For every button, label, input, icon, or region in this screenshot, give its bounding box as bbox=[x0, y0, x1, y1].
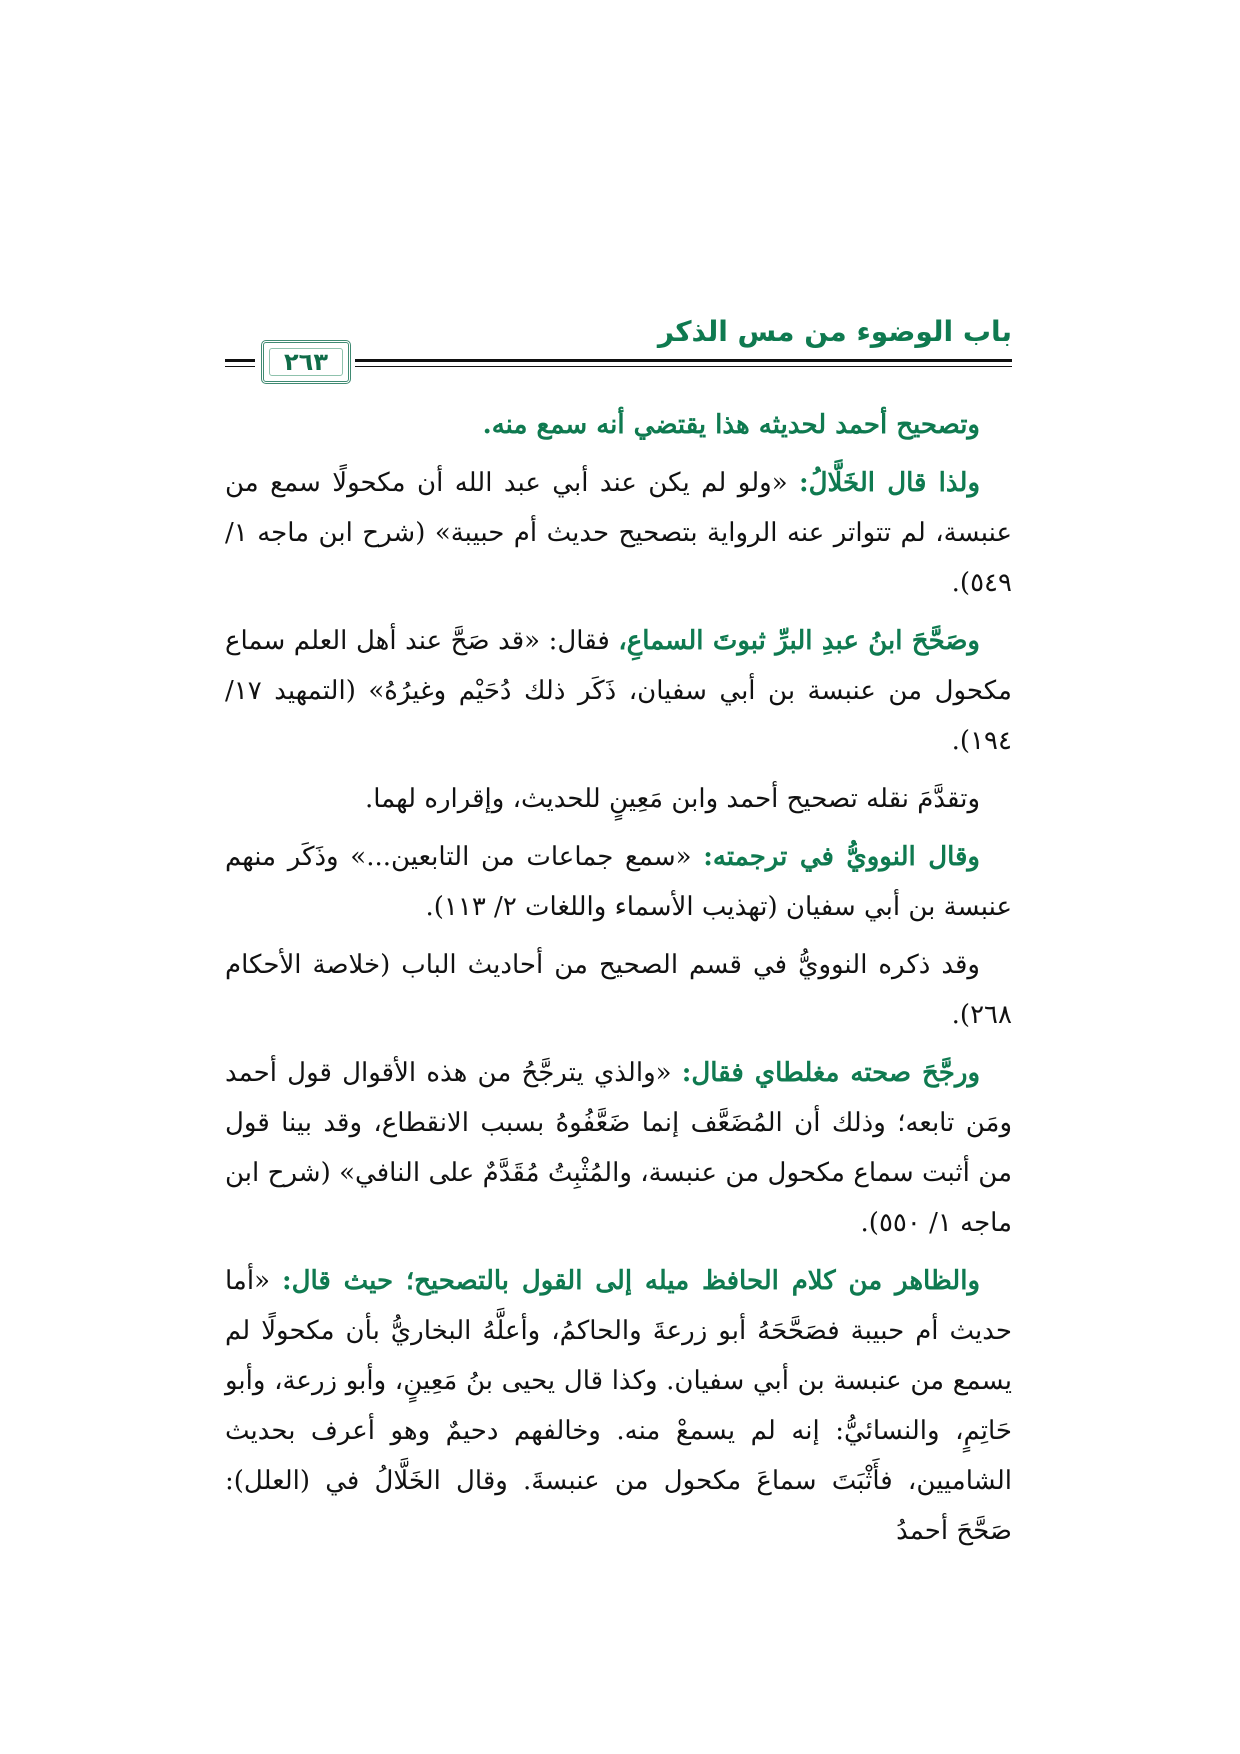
page-number-badge bbox=[261, 340, 351, 384]
header-rule-left bbox=[225, 359, 255, 362]
paragraph bbox=[225, 616, 1012, 766]
paragraph-lead: ورجَّحَ صحته مغلطاي فقال: bbox=[681, 1058, 980, 1088]
page-number: ٢٦٣ bbox=[284, 348, 328, 376]
header-rule bbox=[355, 359, 1012, 362]
body-text bbox=[225, 400, 1012, 1564]
chapter-title: باب الوضوء من مس الذكر bbox=[657, 315, 1012, 348]
paragraph-text: فقال: «قد صَحَّ عند أهل العلم سماع مكحول من عنبسة بن أبي سفيان، ذَكَر ذلك دُحَيْم وغيرُهُ» (التمهيد ١٧/ ١٩٤). bbox=[225, 626, 1012, 756]
header-rule-left-thin bbox=[225, 366, 255, 367]
running-header bbox=[225, 315, 1012, 385]
header-rule-thin bbox=[355, 366, 1012, 367]
paragraph-text: وقد ذكره النوويُّ في قسم الصحيح من أحاديث الباب (خلاصة الأحكام ٢٦٨). bbox=[225, 950, 1012, 1030]
paragraph bbox=[225, 940, 1012, 1040]
paragraph-text: «سمع جماعات من التابعين...» وذَكَر منهم عنبسة بن أبي سفيان (تهذيب الأسماء واللغات ٢/ ١١٣). bbox=[225, 842, 1012, 922]
paragraph-text: «ولو لم يكن عند أبي عبد الله أن مكحولًا سمع من عنبسة، لم تتواتر عنه الرواية بتصحيح حديث أم حبيبة» (شرح ابن ماجه ١/ ٥٤٩). bbox=[225, 468, 1012, 598]
paragraph-text: «والذي يترجَّحُ من هذه الأقوال قول أحمد ومَن تابعه؛ وذلك أن المُضَعَّف إنما ضَعَّفُوهُ بسبب الانقطاع، وقد بينا قول من أثبت سماع مكحول من عنبسة، والمُثْبِتُ مُقَدَّمٌ على النافي» (شرح ابن ماجه ١/ ٥٥٠). bbox=[225, 1058, 1012, 1238]
paragraph bbox=[225, 458, 1012, 608]
paragraph-lead: وقال النوويُّ في ترجمته: bbox=[703, 842, 980, 872]
paragraph bbox=[225, 1048, 1012, 1248]
paragraph-lead: وتصحيح أحمد لحديثه هذا يقتضي أنه سمع منه. bbox=[482, 410, 980, 440]
paragraph-lead: والظاهر من كلام الحافظ ميله إلى القول بالتصحيح؛ حيث قال: bbox=[282, 1266, 980, 1296]
paragraph bbox=[225, 832, 1012, 932]
paragraph bbox=[225, 400, 1012, 450]
paragraph bbox=[225, 1256, 1012, 1556]
paragraph-text: وتقدَّمَ نقله تصحيح أحمد وابن مَعِينٍ للحديث، وإقراره لهما. bbox=[364, 784, 980, 814]
paragraph-text: «أما حديث أم حبيبة فصَحَّحَهُ أبو زرعةَ والحاكمُ، وأعلَّهُ البخاريُّ بأن مكحولًا لم يسمع من عنبسة بن أبي سفيان. وكذا قال يحيى بنُ مَعِينٍ، وأبو زرعة، وأبو حَاتِمٍ، والنسائيُّ: إنه لم يسمعْ منه. وخالفهم دحيمٌ وهو أعرف بحديث الشاميين، فأَثْبَتَ سماعَ مكحول من عنبسةَ. وقال الخَلَّالُ في (العلل): صَحَّحَ أحمدُ bbox=[225, 1266, 1012, 1546]
paragraph bbox=[225, 774, 1012, 824]
paragraph-lead: وصَحَّحَ ابنُ عبدِ البرِّ ثبوتَ السماعِ، bbox=[618, 626, 980, 656]
paragraph-lead: ولذا قال الخَلَّالُ: bbox=[799, 468, 981, 498]
